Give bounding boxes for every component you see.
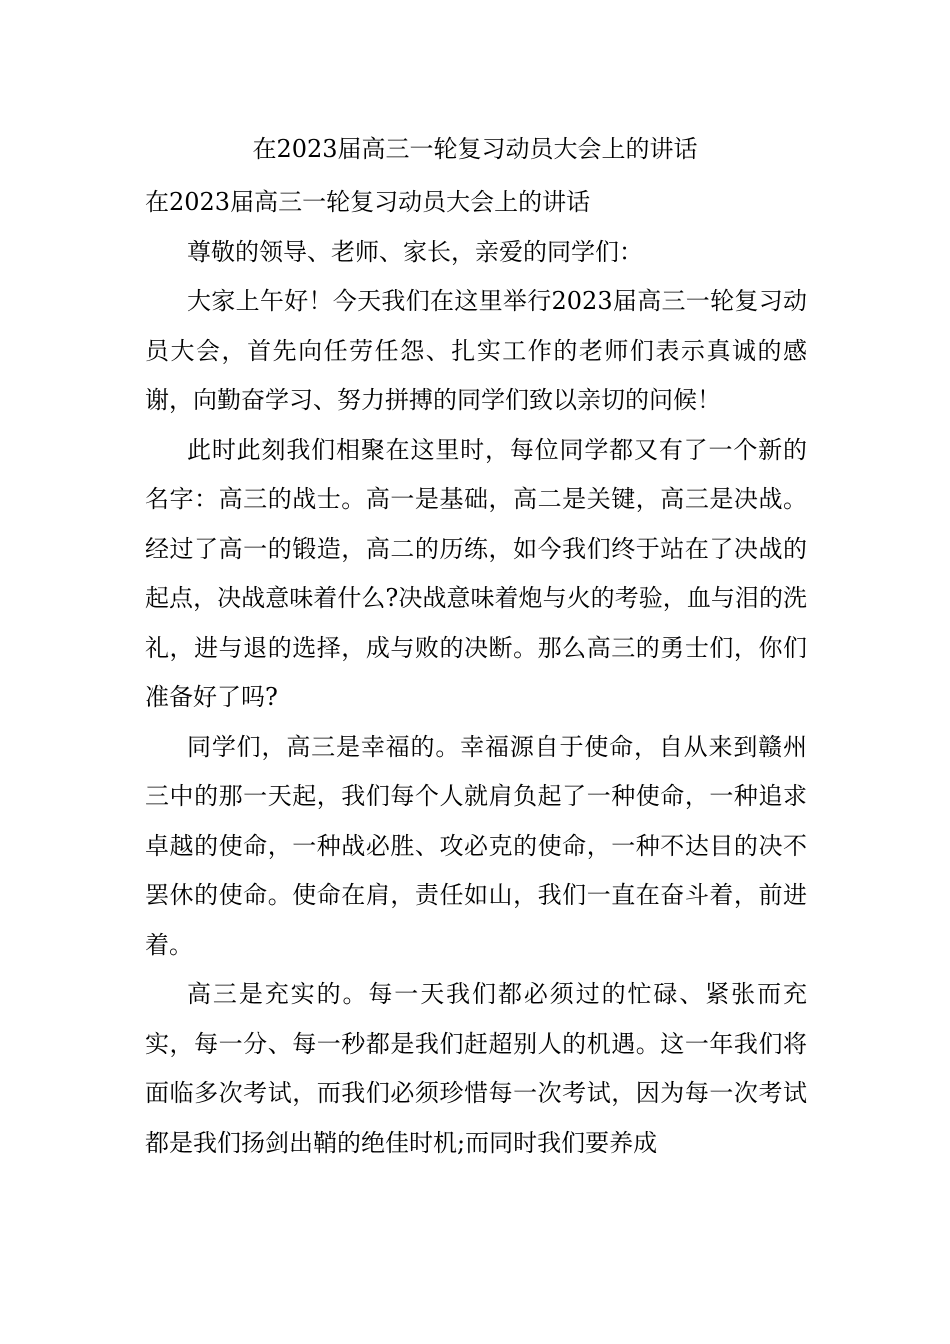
paragraph-greeting: 大家上午好！今天我们在这里举行2023届高三一轮复习动员大会，首先向任劳任怨、扎实工作的老师们表示真诚的感谢，向勤奋学习、努力拼搏的同学们致以亲切的问候！ xyxy=(145,287,807,414)
document-title: 在2023届高三一轮复习动员大会上的讲话 xyxy=(252,135,698,163)
paragraph-fulfilling: 高三是充实的。每一天我们都必须过的忙碌、紧张而充实，每一分、每一秒都是我们赶超别人的机遇。这一年我们将面临多次考试，而我们必须珍惜每一次考试，因为每一次考试都是我们扬剑出鞘的绝佳时机;而同时我们要养成 xyxy=(145,980,807,1157)
document-body xyxy=(145,178,807,1168)
salutation: 尊敬的领导、老师、家长，亲爱的同学们： xyxy=(187,237,643,266)
paragraph-happiness: 同学们，高三是幸福的。幸福源自于使命，自从来到赣州三中的那一天起，我们每个人就肩负起了一种使命，一种追求卓越的使命，一种战必胜、攻必克的使命，一种不达目的决不罢休的使命。使命在肩，责任如山，我们一直在奋斗着，前进着。 xyxy=(145,732,807,959)
document-subtitle: 在2023届高三一轮复习动员大会上的讲话 xyxy=(145,188,591,216)
paragraph-warriors: 此时此刻我们相聚在这里时，每位同学都又有了一个新的名字：高三的战士。高一是基础，高二是关键，高三是决战。经过了高一的锻造，高二的历练，如今我们终于站在了决战的起点，决战意味着什么?决战意味着炮与火的考验，血与泪的洗礼，进与退的选择，成与败的决断。那么高三的勇士们，你们准备好了吗? xyxy=(145,435,807,711)
